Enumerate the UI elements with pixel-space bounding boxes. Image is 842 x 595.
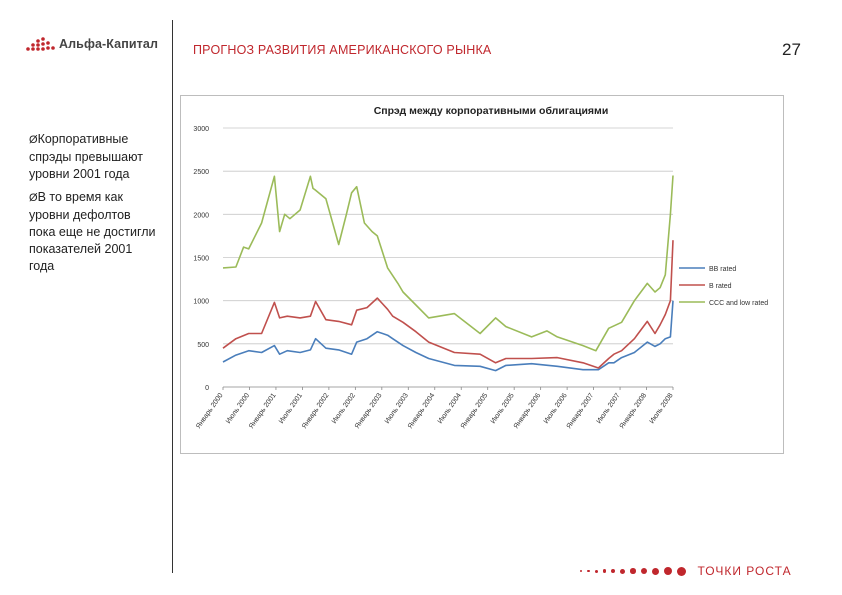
x-tick-label: Июль 2008 xyxy=(648,392,675,426)
x-tick-label: Июль 2000 xyxy=(225,392,252,426)
footer-dots xyxy=(580,567,686,576)
bullet-list xyxy=(29,131,159,281)
x-tick-label: Январь 2004 xyxy=(406,392,437,431)
legend-label: BB rated xyxy=(709,266,737,273)
footer-dot-icon xyxy=(603,569,607,573)
x-tick-label: Январь 2006 xyxy=(512,392,543,431)
bullet-text: Корпоративные спрэды превышают уровни 2001 года xyxy=(29,132,143,181)
x-tick-label: Январь 2008 xyxy=(618,392,649,431)
x-tick-label: Июль 2007 xyxy=(595,392,622,426)
series-line xyxy=(223,240,673,368)
x-tick-label: Июль 2003 xyxy=(383,392,410,426)
x-tick-label: Июль 2002 xyxy=(330,392,357,426)
footer-dot-icon xyxy=(641,568,647,574)
bullet-arrow-icon: Ø xyxy=(29,192,38,204)
footer-dot-icon xyxy=(664,567,672,575)
y-axis xyxy=(193,126,209,392)
y-tick-label: 3000 xyxy=(193,126,209,133)
x-tick-label: Январь 2000 xyxy=(195,392,225,431)
company-logo xyxy=(25,36,158,52)
logo-dots-icon xyxy=(25,36,55,52)
series-line xyxy=(223,301,673,371)
x-tick-label: Январь 2005 xyxy=(459,392,490,431)
footer-tagline: ТОЧКИ РОСТА xyxy=(697,564,792,578)
chart-title: Спрэд между корпоративными облигациями xyxy=(373,105,609,117)
chart-series xyxy=(223,176,673,371)
footer-dot-icon xyxy=(611,569,615,573)
legend-label: B rated xyxy=(709,283,732,290)
slide-title: ПРОГНОЗ РАЗВИТИЯ АМЕРИКАНСКОГО РЫНКА xyxy=(193,43,492,57)
bullet-item xyxy=(29,131,159,183)
y-tick-label: 1500 xyxy=(193,255,209,263)
y-tick-label: 1000 xyxy=(193,298,209,306)
x-tick-label: Июль 2006 xyxy=(542,392,569,426)
y-tick-label: 2000 xyxy=(193,212,209,220)
chart-legend xyxy=(679,266,768,307)
chart-grid xyxy=(223,128,673,387)
series-line xyxy=(223,176,673,351)
x-tick-label: Июль 2005 xyxy=(489,392,516,426)
x-tick-label: Июль 2001 xyxy=(278,392,305,426)
footer-dot-icon xyxy=(677,567,686,576)
footer-dot-icon xyxy=(652,568,659,575)
page-number: 27 xyxy=(782,40,801,59)
footer-dot-icon xyxy=(580,570,582,572)
bullet-arrow-icon: Ø xyxy=(29,134,38,146)
x-tick-label: Январь 2007 xyxy=(565,392,596,431)
y-tick-label: 0 xyxy=(205,385,209,392)
x-tick-label: Июль 2004 xyxy=(436,392,463,426)
footer-dot-icon xyxy=(630,568,636,574)
x-tick-label: Январь 2003 xyxy=(353,392,384,431)
bullet-text: В то время как уровни дефолтов пока еще не достигли показателей 2001 года xyxy=(29,190,156,273)
spread-line-chart xyxy=(181,96,783,453)
logo-text: Альфа-Капитал xyxy=(59,37,158,51)
footer-dot-icon xyxy=(595,570,598,573)
x-tick-label: Январь 2002 xyxy=(300,392,331,431)
footer xyxy=(580,564,792,578)
legend-label: CCC and low rated xyxy=(709,300,769,307)
footer-dot-icon xyxy=(620,569,625,574)
x-tick-label: Январь 2001 xyxy=(248,392,278,431)
bullet-item xyxy=(29,189,159,275)
chart-frame xyxy=(180,95,784,454)
vertical-divider xyxy=(172,20,173,573)
y-tick-label: 500 xyxy=(197,341,209,349)
x-axis xyxy=(195,387,675,430)
footer-dot-icon xyxy=(587,570,590,573)
y-tick-label: 2500 xyxy=(193,169,209,177)
